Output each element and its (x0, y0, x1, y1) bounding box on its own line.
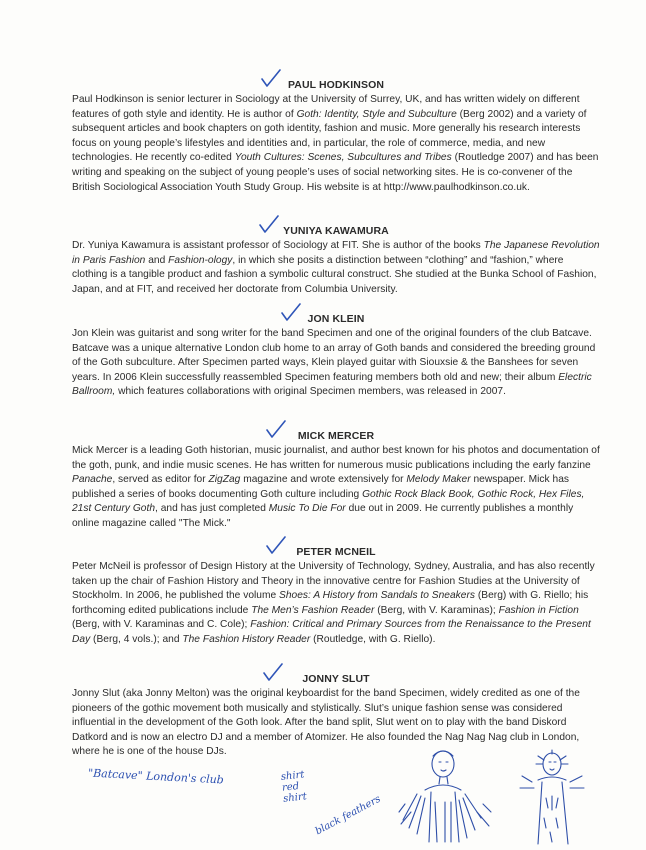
italic-title: Fashion: Critical and Primary Sources from the Renaissance to the Present Day (72, 619, 591, 645)
italic-title: Electric Ballroom, (72, 371, 592, 398)
bio-heading: PETER MCNEIL (72, 545, 600, 560)
text-run: which features collaborations with original Specimen members, was released in 2007. (115, 386, 506, 398)
bio-paul-hodkinson (72, 78, 600, 195)
bio-mick-mercer (72, 429, 600, 532)
text-run: Paul Hodkinson is senior lecturer in Sociology at the University of Surrey, UK, and has written widely on different features of goth style and identity. He is author of (72, 94, 580, 120)
figure-sketch-left (395, 742, 505, 850)
handwritten-note-shirt: shirt red shirt (280, 769, 308, 805)
bio-heading: JON KLEIN (72, 312, 600, 327)
italic-title: Shoes: A History from Sandals to Sneakers (279, 590, 476, 602)
bio-text (72, 93, 600, 195)
text-run: , and has just completed (155, 503, 269, 515)
handwritten-note-feathers: black feathers (313, 793, 383, 838)
checkmark-icon (280, 303, 302, 323)
text-run: , served as editor for (112, 474, 209, 486)
text-run: newspaper. Mick has published a series of books documenting Goth culture including (72, 474, 569, 500)
text-run: Dr. Yuniya Kawamura is assistant professor of Sociology at FIT. She is author of the books (72, 240, 484, 251)
italic-title: Gothic Rock Black Book, Gothic Rock, Hex Files, 21st Century Goth (72, 488, 585, 515)
text-run: (Berg, 4 vols.); and (90, 633, 183, 645)
checkmark-icon (262, 663, 284, 683)
text-run: and (145, 254, 169, 266)
text-run: (Routledge 2007) and has been writing and speaking on the subject of young people’s uses of social networking sites. He is co-convener of the British Sociological Association Youth Study Group. His website is at http://www.paulhodkinson.co.uk. (72, 152, 599, 193)
text-run: Jon Klein was guitarist and song writer for the band Specimen and one of the original founders of the club Batcave. Batcave was a unique alternative London club home to an array of Goth bands and considered the breeding ground of the Goth subculture. After Specimen parted ways, Klein played guitar with Siouxsie & the Banshees for seven years. In 2006 Klein successfully reassembled Specimen featuring members both old and new; their album (72, 328, 596, 383)
bio-yuniya-kawamura (72, 224, 600, 297)
text-run: (Berg 2002) and a variety of subsequent articles and book chapters on goth identity, fashion and music. More generally his research interests focus on young people’s lifestyles and identities and, in particular, the role of commerce, media, and new technologies. He recently co-edited (72, 108, 587, 164)
italic-title: Goth: Identity, Style and Subculture (296, 108, 457, 120)
bio-text (72, 560, 600, 648)
italic-title: Fashion in Fiction (498, 604, 579, 616)
checkmark-icon (265, 536, 287, 556)
italic-title: Youth Cultures: Scenes, Subcultures and Tribes (234, 152, 452, 164)
italic-title: The Japanese Revolution in Paris Fashion (72, 240, 600, 266)
bio-text (72, 327, 600, 400)
bio-heading: MICK MERCER (72, 429, 600, 444)
text-run: magazine and wrote extensively for (240, 474, 407, 486)
bio-heading: JONNY SLUT (72, 672, 600, 687)
text-run: (Berg, with V. Karaminas); (374, 604, 499, 616)
bio-jonny-slut (72, 672, 600, 760)
checkmark-icon (260, 69, 282, 89)
text-run: Peter McNeil is professor of Design History at the University of Technology, Sydney, Australia, and has also recently taken up the chair of Fashion History and Theory in the innovative centre for Fashion Studies at the University of Stockholm. In 2006, he published the volume (72, 561, 595, 602)
italic-title: Fashion-ology (168, 254, 233, 266)
bio-peter-mcneil (72, 545, 600, 648)
text-run: (Berg) with G. Riello; his forthcoming edited publications include (72, 590, 589, 616)
italic-title: The Men’s Fashion Reader (251, 604, 375, 616)
bio-jon-klein (72, 312, 600, 400)
bio-heading: YUNIYA KAWAMURA (72, 224, 600, 239)
text-run: (Berg, with V. Karaminas and C. Cole); (72, 619, 251, 631)
figure-sketch-right (512, 748, 592, 848)
text-run: , in which she posits a distinction between “clothing” and “fashion,” where clothing is a tangible product and fashion a symbolic cultural construct. She studied at the Bunka School of Fashion, Japan, and at FIT, and received her doctorate from Columbia University. (72, 254, 597, 295)
checkmark-icon (265, 420, 287, 440)
text-run: Mick Mercer is a leading Goth historian, music journalist, and author best known for his photos and documentation of the goth, punk, and indie music scenes. He has written for numerous music publications including the early fanzine (72, 445, 600, 471)
handwritten-note-batcave: "Batcave" London's club (87, 766, 225, 787)
italic-title: Melody Maker (406, 474, 471, 486)
bio-text (72, 239, 600, 297)
bio-text (72, 444, 600, 532)
italic-title: Music To Die For (268, 503, 346, 515)
italic-title: ZigZag (208, 474, 241, 486)
italic-title: Panache (72, 474, 113, 486)
text-run: Jonny Slut (aka Jonny Melton) was the original keyboardist for the band Specimen, widely credited as one of the pioneers of the gothic movement both musically and stylistically. Slut’s unique fashion sense was considered influential in the development of the Goth look. After the band split, Slut went on to play with the band Diskord Datkord and is now an electro DJ and a member of Atomizer. He also founded the Nag Nag Nag club in London, where he is one of the house DJs. (72, 688, 580, 758)
italic-title: The Fashion History Reader (182, 633, 311, 645)
text-run: due out in 2009. He currently publishes a monthly online magazine called "The Mick." (72, 503, 574, 529)
text-run: (Routledge, with G. Riello). (310, 633, 436, 645)
checkmark-icon (258, 215, 280, 235)
bio-heading: PAUL HODKINSON (72, 78, 600, 93)
